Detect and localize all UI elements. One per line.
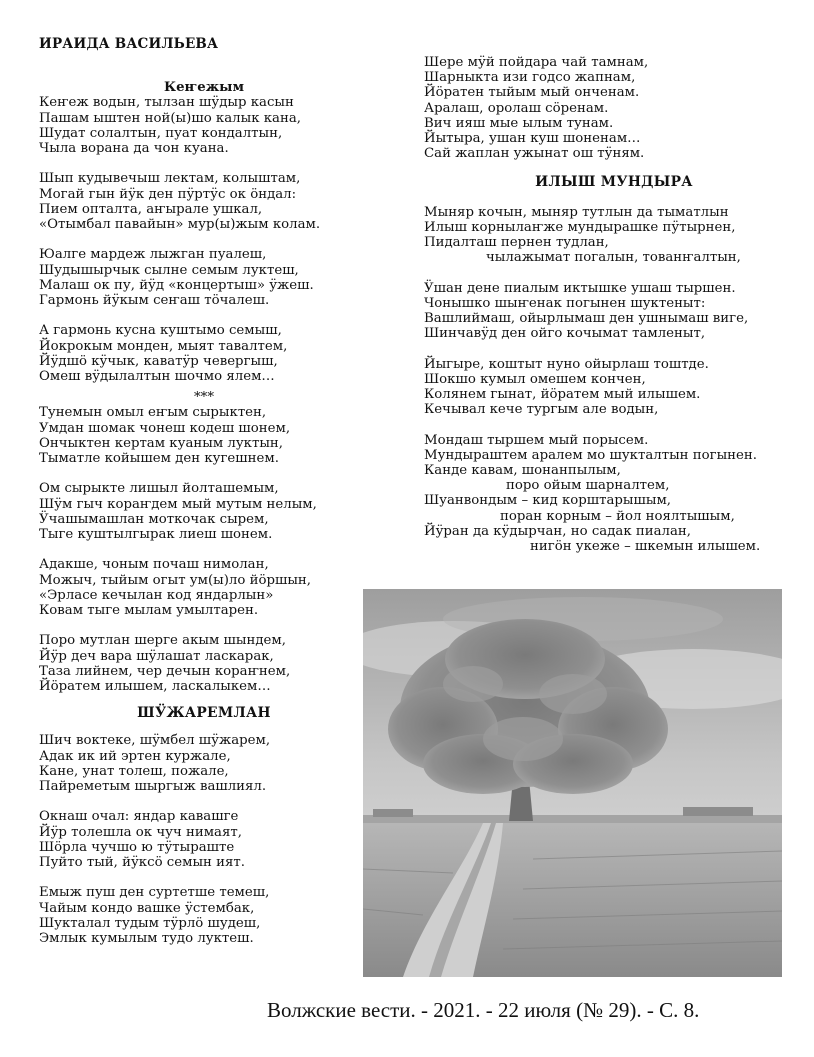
poem4-stanza: [424, 433, 804, 555]
poem-line: Йокрокым монден, мыят тавалтем,: [39, 338, 288, 354]
poem-line: Адакше, чоным почаш нимолан,: [39, 557, 269, 573]
poem3-stanza: [39, 885, 369, 946]
poem-line: Йӱран да кӱдырчан, но садак пиалан,: [424, 523, 691, 539]
poem-line: Шып кудывечыш лектам, колыштам,: [39, 171, 301, 187]
poem-line: Колянем гынат, йӧратем мый илышем.: [424, 387, 701, 403]
poem-line: поро ойым шарналтем,: [506, 478, 670, 494]
poem-line: Юалге мардеж лыжган пуалеш,: [39, 247, 267, 263]
poem-separator: ***: [194, 390, 214, 406]
poem4-stanza: [424, 281, 804, 342]
poem-line: Йӱр толешла ок чуч нимаят,: [39, 824, 242, 840]
poem-line: Канде кавам, шонанпылым,: [424, 463, 621, 479]
poem-line: Шинчавӱд ден ойго кочымат тамленыт,: [424, 326, 706, 342]
poem-line: Кеҥеж водын, тылзан шӱдыр касын: [39, 95, 294, 111]
poem-line: «Эрласе кечылан код яндарлын»: [39, 587, 274, 603]
poem1-stanza: [39, 171, 369, 232]
poem-line: Вич ияш мые ылым тунам.: [424, 115, 614, 131]
poem-line: Гармонь йӱкым сеҥаш тӧчалеш.: [39, 293, 270, 309]
poem-line: поран корным – йол ноялтышым,: [500, 508, 735, 524]
poem-line: Ӱчашымашлан моткочак сырем,: [39, 511, 269, 527]
left-column: [39, 37, 369, 961]
poem-line: Кане, унат толеш, пожале,: [39, 763, 229, 779]
poem-line: Ом сырыкте лишыл йолташемым,: [39, 481, 279, 497]
poem-line: Йӱр деч вара шӱлашат ласкарак,: [39, 648, 274, 664]
poem3-title: ШӰЖАРЕМЛАН: [137, 705, 271, 722]
poem-line: Сай жаплан ужынат ош тӱням.: [424, 146, 645, 162]
poem-line: Йӧратен тыйым мый онченам.: [424, 85, 640, 101]
poem-line: Омеш вӱдылалтын шочмо ялем…: [39, 369, 275, 385]
poem-line: Малаш ок пу, йӱд «концертыш» ӱжеш.: [39, 277, 314, 293]
poem-line: Тыге куштылгырак лиеш шонем.: [39, 527, 273, 543]
poem4-stanza: [424, 357, 804, 418]
author-name: ИРАИДА ВАСИЛЬЕВА: [39, 36, 219, 52]
poem-line: Чайым кондо вашке ӱстембак,: [39, 900, 255, 916]
poem-line: Шокшо кумыл омешем кончен,: [424, 371, 646, 387]
source-citation: Волжские вести. - 2021. - 22 июля (№ 29). - С. 8.: [267, 998, 700, 1022]
poem-line: Вашлиймаш, ойырлымаш ден ушнымаш виге,: [424, 311, 749, 327]
poem-line: Шӱм гыч кораҥдем мый мутым нелым,: [39, 496, 317, 512]
poem-line: Тыматле койышем ден кугешнем.: [39, 451, 279, 467]
poem-line: Тунемын омыл еҥым сырыктен,: [39, 405, 267, 421]
poem2-stanza: [39, 557, 369, 618]
poem-line: Таза лийнем, чер дечын кораҥнем,: [39, 663, 291, 679]
poem-line: Шудат солалтын, пуат кондалтын,: [39, 125, 283, 141]
poem2-stanza: [39, 405, 369, 466]
poem1-stanza: [39, 323, 369, 384]
poem-line: Пуйто тый, йӱксӧ семын ият.: [39, 855, 245, 871]
poem-line: Шарныкта изи годсо жапнам,: [424, 70, 636, 86]
poem-line: Йӱдшӧ кӱчык, каватӱр чевергыш,: [39, 353, 278, 369]
poem2-stanza: [39, 633, 369, 694]
poem-line: Окнаш очал: яндар кавашге: [39, 809, 239, 825]
poem-line: Шич воктеке, шӱмбел шӱжарем,: [39, 733, 271, 749]
poem-line: Поро мутлан шерге акым шындем,: [39, 633, 286, 649]
poem1-title: Кеҥежым: [163, 80, 245, 96]
poem-line: Илыш корнылаҥже мундырашке пӱтырнен,: [424, 219, 736, 235]
poem-line: Емыж пуш ден суртетше темеш,: [39, 885, 270, 901]
poem-line: Шукталал тудым тӱрлӧ шудеш,: [39, 915, 261, 931]
poem-line: Ковам тыге мылам умылтарен.: [39, 603, 259, 619]
right-column: [424, 55, 804, 569]
poem2-stanza: [39, 481, 369, 542]
poem-line: Шӧрла чучшо ю тӱтыраште: [39, 839, 235, 855]
poem3-stanza: [424, 55, 804, 161]
poem-line: нигӧн укеже – шкемын илышем.: [530, 539, 761, 555]
tree-road-photo: [363, 589, 782, 977]
poem3-stanza: [39, 733, 369, 794]
poem-line: Мундыраштем аралем мо шукталтын погынен.: [424, 447, 757, 463]
poem-line: Кечывал кече тургым але водын,: [424, 402, 659, 418]
poem-line: Шере мӱй пойдара чай тамнам,: [424, 55, 649, 70]
poem-line: Ӱшан дене пиалым иктышке ушаш тыршен.: [424, 280, 736, 296]
poem-line: Йытыра, ушан куш шоненам…: [424, 131, 641, 147]
poem-line: Йӧратем илышем, ласкалыкем…: [39, 679, 271, 695]
poem-line: Йыгыре, коштыт нуно ойырлаш тоштде.: [424, 356, 709, 372]
poem-line: Пидалташ пернен тудлан,: [424, 235, 609, 251]
poem-line: Аралаш, оролаш сӧренам.: [424, 100, 609, 116]
poem-line: «Отымбал павайын» мур(ы)жым колам.: [39, 217, 321, 233]
poem-line: Ончыктен кертам куаным луктын,: [39, 435, 283, 451]
poem-line: Мондаш тыршем мый порысем.: [424, 432, 649, 448]
poem-line: Умдан шомак чонеш кодеш шонем,: [39, 420, 291, 436]
poem-line: Шудышырчык сылне семым луктеш,: [39, 262, 299, 278]
poem1-stanza: [39, 247, 369, 308]
poem-line: Эмлык кумылым тудо луктеш.: [39, 931, 254, 947]
poem4-stanza: [424, 205, 804, 266]
poem-line: Шуанвондым – кид корштарышым,: [424, 493, 672, 509]
poem-line: Пашам ыштен ной(ы)шо калык кана,: [39, 110, 301, 126]
poem3-stanza: [39, 809, 369, 870]
poem-line: Пайреметым шыргыж вашлиял.: [39, 779, 267, 795]
poem1-stanza: [39, 95, 369, 156]
poem-line: Чыла ворана да чон куана.: [39, 141, 229, 157]
poem-line: Адак ик ий эртен куржале,: [39, 748, 231, 764]
poem4-title: ИЛЫШ МУНДЫРА: [535, 174, 693, 191]
poem-line: Можыч, тыйым огыт ум(ы)ло йӧршын,: [39, 572, 311, 588]
poem-line: А гармонь кусна куштымо семыш,: [39, 323, 282, 339]
poem-line: чылажымат погалын, тованҥалтын,: [486, 250, 741, 266]
poem-line: Могай гын йӱк ден пӱртӱс ок ӧндал:: [39, 186, 297, 202]
poem-line: Пием опталта, аҥырале ушкал,: [39, 201, 263, 217]
poem-line: Чонышко шыҥенак погынен шуктеныт:: [424, 295, 706, 311]
poem-line: Мыняр кочын, мыняр тутлын да тыматлын: [424, 204, 729, 220]
